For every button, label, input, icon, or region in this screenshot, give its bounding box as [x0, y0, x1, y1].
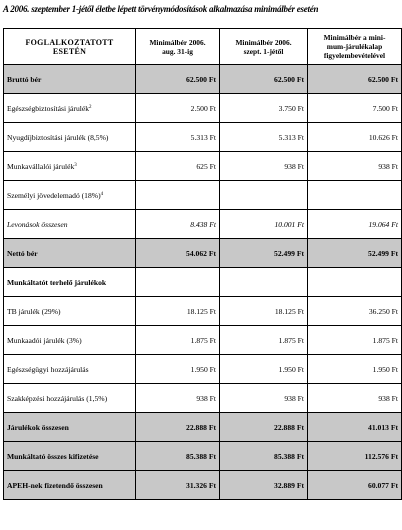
column-header-category [4, 29, 136, 65]
row-label-text: Egészségbiztosítási járulék [7, 103, 90, 113]
row-label [4, 123, 136, 152]
cell-value: 60.077 Ft [308, 471, 402, 500]
cell-value: 19.064 Ft [308, 210, 402, 239]
row-label-text: Bruttó bér [7, 74, 42, 84]
row-label-text: Munkaadói járulék (3%) [7, 335, 82, 345]
cell-value: 938 Ft [308, 384, 402, 413]
row-label-text: Személyi jövedelemadó (18%) [7, 190, 101, 200]
table-header-row [4, 29, 402, 65]
cell-value [220, 268, 308, 297]
row-label [4, 152, 136, 181]
row-label [4, 268, 136, 297]
page-title: A 2006. szeptember 1-jétől életbe lépett törvénymódosítások alkalmazása minimálbér esetén [3, 4, 319, 14]
cell-value: 41.013 Ft [308, 413, 402, 442]
table-row [4, 413, 402, 442]
table-row [4, 326, 402, 355]
cell-value: 85.388 Ft [220, 442, 308, 471]
column-header-from-sept1 [220, 29, 308, 65]
row-label [4, 239, 136, 268]
cell-value: 938 Ft [308, 152, 402, 181]
header-line: FOGLALKOZTATOTT [25, 37, 114, 47]
cell-value: 62.500 Ft [308, 65, 402, 94]
table-row [4, 152, 402, 181]
cell-value: 938 Ft [220, 152, 308, 181]
footnote-marker: 2 [89, 104, 92, 110]
row-label-text: Járulékok összesen [7, 422, 69, 432]
cell-value: 938 Ft [136, 384, 220, 413]
cell-value: 85.388 Ft [136, 442, 220, 471]
cell-value [308, 181, 402, 210]
cell-value: 1.875 Ft [136, 326, 220, 355]
header-line: Minimálbér 2006. [235, 37, 292, 47]
cell-value: 5.313 Ft [136, 123, 220, 152]
row-label [4, 210, 136, 239]
table-row [4, 210, 402, 239]
cell-value: 3.750 Ft [220, 94, 308, 123]
table-row [4, 239, 402, 268]
row-label-text: Munkáltatót terhelő járulékok [7, 277, 107, 287]
table-row [4, 384, 402, 413]
cell-value: 2.500 Ft [136, 94, 220, 123]
table-row [4, 94, 402, 123]
row-label [4, 413, 136, 442]
row-label-text: Nettó bér [7, 248, 38, 258]
header-line: szept. 1-jétől [243, 46, 284, 56]
cell-value: 10.626 Ft [308, 123, 402, 152]
cell-value [136, 268, 220, 297]
cell-value: 32.889 Ft [220, 471, 308, 500]
cell-value: 62.500 Ft [136, 65, 220, 94]
row-label [4, 384, 136, 413]
cell-value [136, 181, 220, 210]
cell-value: 10.001 Ft [220, 210, 308, 239]
row-label-text: Levonások összesen [7, 219, 68, 229]
column-header-minimum-base [308, 29, 402, 65]
cell-value: 112.576 Ft [308, 442, 402, 471]
table-row [4, 123, 402, 152]
cell-value: 54.062 Ft [136, 239, 220, 268]
cell-value: 1.950 Ft [308, 355, 402, 384]
row-label-text: APEH-nek fizetendő összesen [7, 480, 103, 490]
row-label [4, 471, 136, 500]
footnote-marker: 3 [74, 162, 77, 168]
cell-value [220, 181, 308, 210]
header-line: aug. 31-ig [162, 46, 193, 56]
table-row [4, 355, 402, 384]
column-header-until-aug31 [136, 29, 220, 65]
cell-value: 8.438 Ft [136, 210, 220, 239]
cell-value: 18.125 Ft [220, 297, 308, 326]
cell-value: 36.250 Ft [308, 297, 402, 326]
cell-value [308, 268, 402, 297]
header-line: mum-járulékalap [326, 42, 383, 51]
row-label-text: TB járulék (29%) [7, 306, 61, 316]
row-label [4, 65, 136, 94]
cell-value: 1.875 Ft [220, 326, 308, 355]
table-row [4, 442, 402, 471]
cell-value: 62.500 Ft [220, 65, 308, 94]
table-row [4, 65, 402, 94]
cell-value: 22.888 Ft [136, 413, 220, 442]
payroll-table [3, 28, 402, 500]
row-label-text: Szakképzési hozzájárulás (1,5%) [7, 393, 108, 403]
row-label-text: Munkáltató összes kifizetése [7, 451, 99, 461]
cell-value: 938 Ft [220, 384, 308, 413]
row-label-text: Nyugdíjbiztosítási járulék (8,5%) [7, 132, 109, 142]
cell-value: 18.125 Ft [136, 297, 220, 326]
cell-value: 7.500 Ft [308, 94, 402, 123]
cell-value: 1.875 Ft [308, 326, 402, 355]
row-label-text: Egészségügyi hozzájárulás [7, 364, 89, 374]
header-line: figyelembevételével [323, 51, 386, 60]
row-label [4, 181, 136, 210]
table-row [4, 268, 402, 297]
footnote-marker: 4 [100, 191, 104, 197]
row-label-text: Munkavállalói járulék [7, 161, 75, 171]
table-row [4, 181, 402, 210]
row-label [4, 94, 136, 123]
cell-value: 52.499 Ft [220, 239, 308, 268]
table-row [4, 297, 402, 326]
row-label [4, 355, 136, 384]
cell-value: 5.313 Ft [220, 123, 308, 152]
cell-value: 1.950 Ft [136, 355, 220, 384]
row-label [4, 326, 136, 355]
header-line: Minimálbér 2006. [149, 37, 206, 47]
cell-value: 31.326 Ft [136, 471, 220, 500]
table-body [4, 65, 402, 500]
cell-value: 1.950 Ft [220, 355, 308, 384]
row-label [4, 297, 136, 326]
header-line: Minimálbér a mini- [323, 33, 386, 42]
cell-value: 625 Ft [136, 152, 220, 181]
cell-value: 22.888 Ft [220, 413, 308, 442]
cell-value: 52.499 Ft [308, 239, 402, 268]
table-row [4, 471, 402, 500]
row-label [4, 442, 136, 471]
header-line: ESETÉN [52, 46, 87, 56]
